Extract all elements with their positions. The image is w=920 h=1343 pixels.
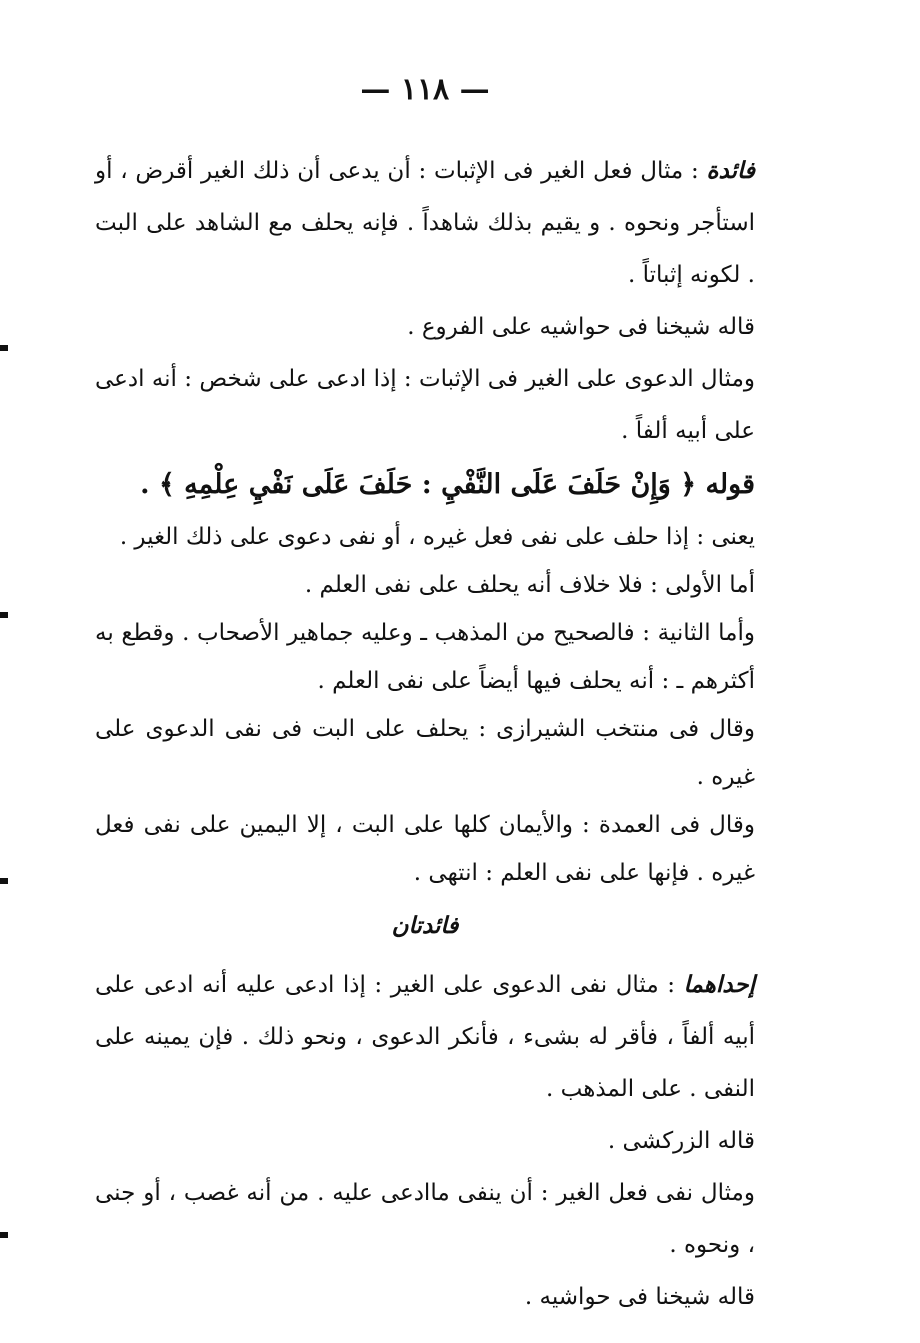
paragraph: [95, 145, 755, 301]
margin-mark: [0, 612, 8, 618]
paragraph-lead: إحداهما: [683, 971, 755, 998]
margin-mark: [0, 878, 8, 884]
paragraph-text: قاله الزركشى .: [607, 1128, 755, 1154]
paragraph: [95, 959, 755, 1115]
paragraph: [95, 1167, 755, 1271]
paragraph-text: ومثال الدعوى على الغير فى الإثبات : إذا ادعى على شخص : أنه ادعى على أبيه ألفاً .: [94, 366, 755, 444]
quran-quote-line: [95, 457, 755, 513]
margin-mark: [0, 1232, 8, 1238]
section-heading: فائدتان: [391, 912, 459, 939]
paragraph-text: : مثال فعل الغير فى الإثبات : أن يدعى أن ذلك الغير أقرض ، أو استأجر ونحوه . و يقيم بذلك شاهداً . فإنه يحلف مع الشاهد على البت . لكونه إثباتاً .: [95, 158, 755, 288]
paragraph-lead: فائدة: [706, 157, 755, 184]
paragraph: وقال فى العمدة : والأيمان كلها على البت ، إلا اليمين على نفى فعل غيره . فإنها على نفى العلم : انتهى .: [95, 812, 755, 886]
paragraph-text: قاله شيخنا فى حواشيه .: [524, 1284, 755, 1310]
paragraph: أما الأولى : فلا خلاف أنه يحلف على نفى العلم .: [304, 572, 755, 598]
paragraph: [95, 1115, 755, 1167]
document-page: [95, 60, 755, 1310]
quote-text: ﴿ وَإِنْ حَلَفَ عَلَى النَّفْيِ : حَلَفَ عَلَى نَفْيِ عِلْمِهِ ﴾ .: [140, 469, 697, 500]
paragraph-text: ومثال نفى فعل الغير : أن ينفى ماادعى عليه . من أنه غصب ، أو جنى ، ونحوه .: [95, 1180, 755, 1258]
paragraph: [95, 301, 755, 353]
quote-lead: قوله: [705, 469, 755, 500]
paragraph: يعنى : إذا حلف على نفى فعل غيره ، أو نفى دعوى على ذلك الغير .: [119, 524, 755, 550]
paragraph-text: قاله شيخنا فى حواشيه على الفروع .: [407, 314, 755, 340]
paragraph-text: : مثال نفى الدعوى على الغير : إذا ادعى عليه أنه ادعى على أبيه ألفاً ، فأقر له بشىء ، فأنكر الدعوى ، ونحو ذلك . فإن يمينه على النفى . على المذهب .: [95, 972, 755, 1102]
paragraph: [95, 353, 755, 457]
paragraph: وأما الثانية : فالصحيح من المذهب ـ وعليه جماهير الأصحاب . وقطع به أكثرهم ـ : أنه يحلف فيها أيضاً على نفى العلم .: [95, 620, 755, 694]
page-number: — ١١٨ —: [360, 72, 490, 107]
paragraph: وقال فى منتخب الشيرازى : يحلف على البت فى نفى الدعوى على غيره .: [95, 716, 755, 790]
margin-mark: [0, 345, 8, 351]
paragraph: [95, 1271, 755, 1323]
